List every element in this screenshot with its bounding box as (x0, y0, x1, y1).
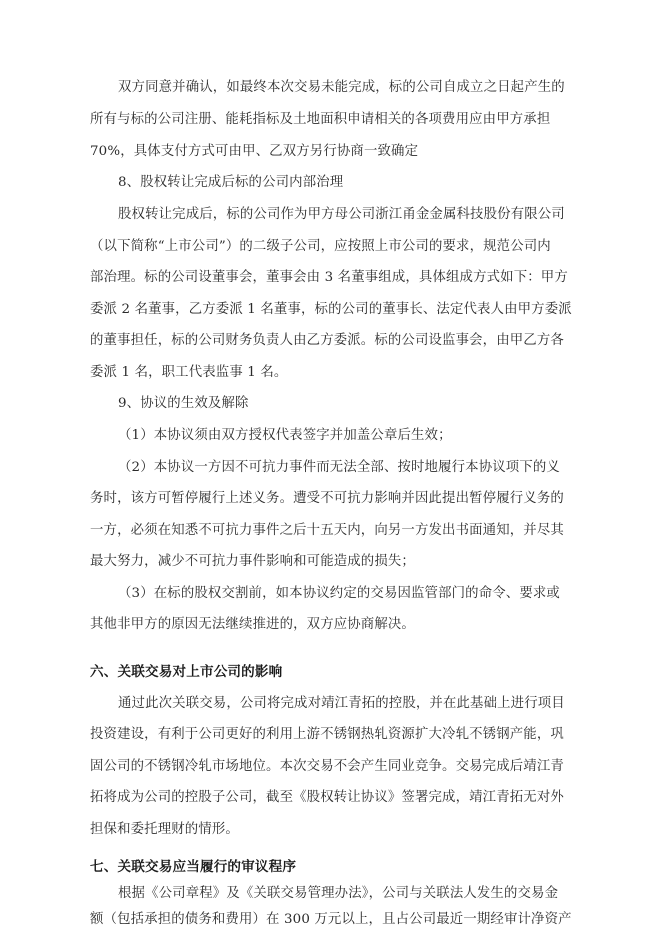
paragraph-line: 务时，该方可暂停履行上述义务。遭受不可抗力影响并因此提出暂停履行义务的 (90, 491, 564, 506)
paragraph-line: 70%，具体支付方式可由甲、乙双方另行协商一致确定 (90, 144, 419, 159)
section-heading-9: 9、协议的生效及解除 (118, 396, 249, 411)
paragraph-line: （以下简称“上市公司”）的二级子公司，应按照上市公司的要求，规范公司内 (90, 239, 551, 254)
paragraph-line: 委派 1 名，职工代表监事 1 名。 (90, 365, 288, 380)
paragraph-line: 其他非甲方的原因无法继续推进的，双方应协商解决。 (90, 617, 415, 632)
paragraph-line: 的董事担任，标的公司财务负责人由乙方委派。标的公司设监事会，由甲乙方各 (90, 333, 564, 348)
paragraph-line: 根据《公司章程》及《关联交易管理办法》，公司与关联法人发生的交易金 (118, 886, 559, 901)
paragraph-line: 通过此次关联交易，公司将完成对靖江青拓的控股，并在此基础上进行项目 (118, 696, 565, 711)
paragraph-line: 担保和委托理财的情形。 (90, 822, 239, 837)
paragraph-line: 一方，必须在知悉不可抗力事件之后十五天内，向另一方发出书面通知，并尽其 (90, 523, 564, 538)
paragraph-line: 固公司的不锈钢冷轧市场地位。本次交易不会产生同业竞争。交易完成后靖江青 (90, 759, 564, 774)
clause-2: （2）本协议一方因不可抗力事件而无法全部、按时地履行本协议项下的义 (118, 460, 560, 475)
section-title-7: 七、关联交易应当履行的审议程序 (90, 859, 297, 875)
paragraph-line: 股权转让完成后，标的公司作为甲方母公司浙江甬金金属科技股份有限公司 (118, 207, 565, 222)
paragraph-line: 投资建设，有利于公司更好的利用上游不锈钢热轧资源扩大冷轧不锈钢产能，巩 (90, 727, 564, 742)
paragraph-line: 最大努力，减少不可抗力事件影响和可能造成的损失； (90, 554, 415, 569)
paragraph-line: 额（包括承担的债务和费用）在 300 万元以上，且占公司最近一期经审计净资产 (90, 912, 572, 927)
section-title-6: 六、关联交易对上市公司的影响 (90, 664, 283, 680)
section-heading-8: 8、股权转让完成后标的公司内部治理 (118, 175, 344, 190)
paragraph-line: 委派 2 名董事，乙方委派 1 名董事，标的公司的董事长、法定代表人由甲方委派 (90, 302, 572, 317)
paragraph-line: 拓将成为公司的控股子公司，截至《股权转让协议》签署完成，靖江青拓无对外 (90, 790, 564, 805)
clause-1: （1）本协议须由双方授权代表签字并加盖公章后生效； (118, 428, 452, 443)
paragraph-line: 所有与标的公司注册、能耗指标及土地面积申请相关的各项费用应由甲方承担 (90, 112, 551, 127)
clause-3: （3）在标的股权交割前，如本协议约定的交易因监管部门的命令、要求或 (118, 586, 560, 601)
paragraph-line: 双方同意并确认，如最终本次交易未能完成，标的公司自成立之日起产生的 (118, 80, 565, 95)
paragraph-line: 部治理。标的公司设董事会，董事会由 3 名董事组成，具体组成方式如下：甲方 (90, 270, 568, 285)
